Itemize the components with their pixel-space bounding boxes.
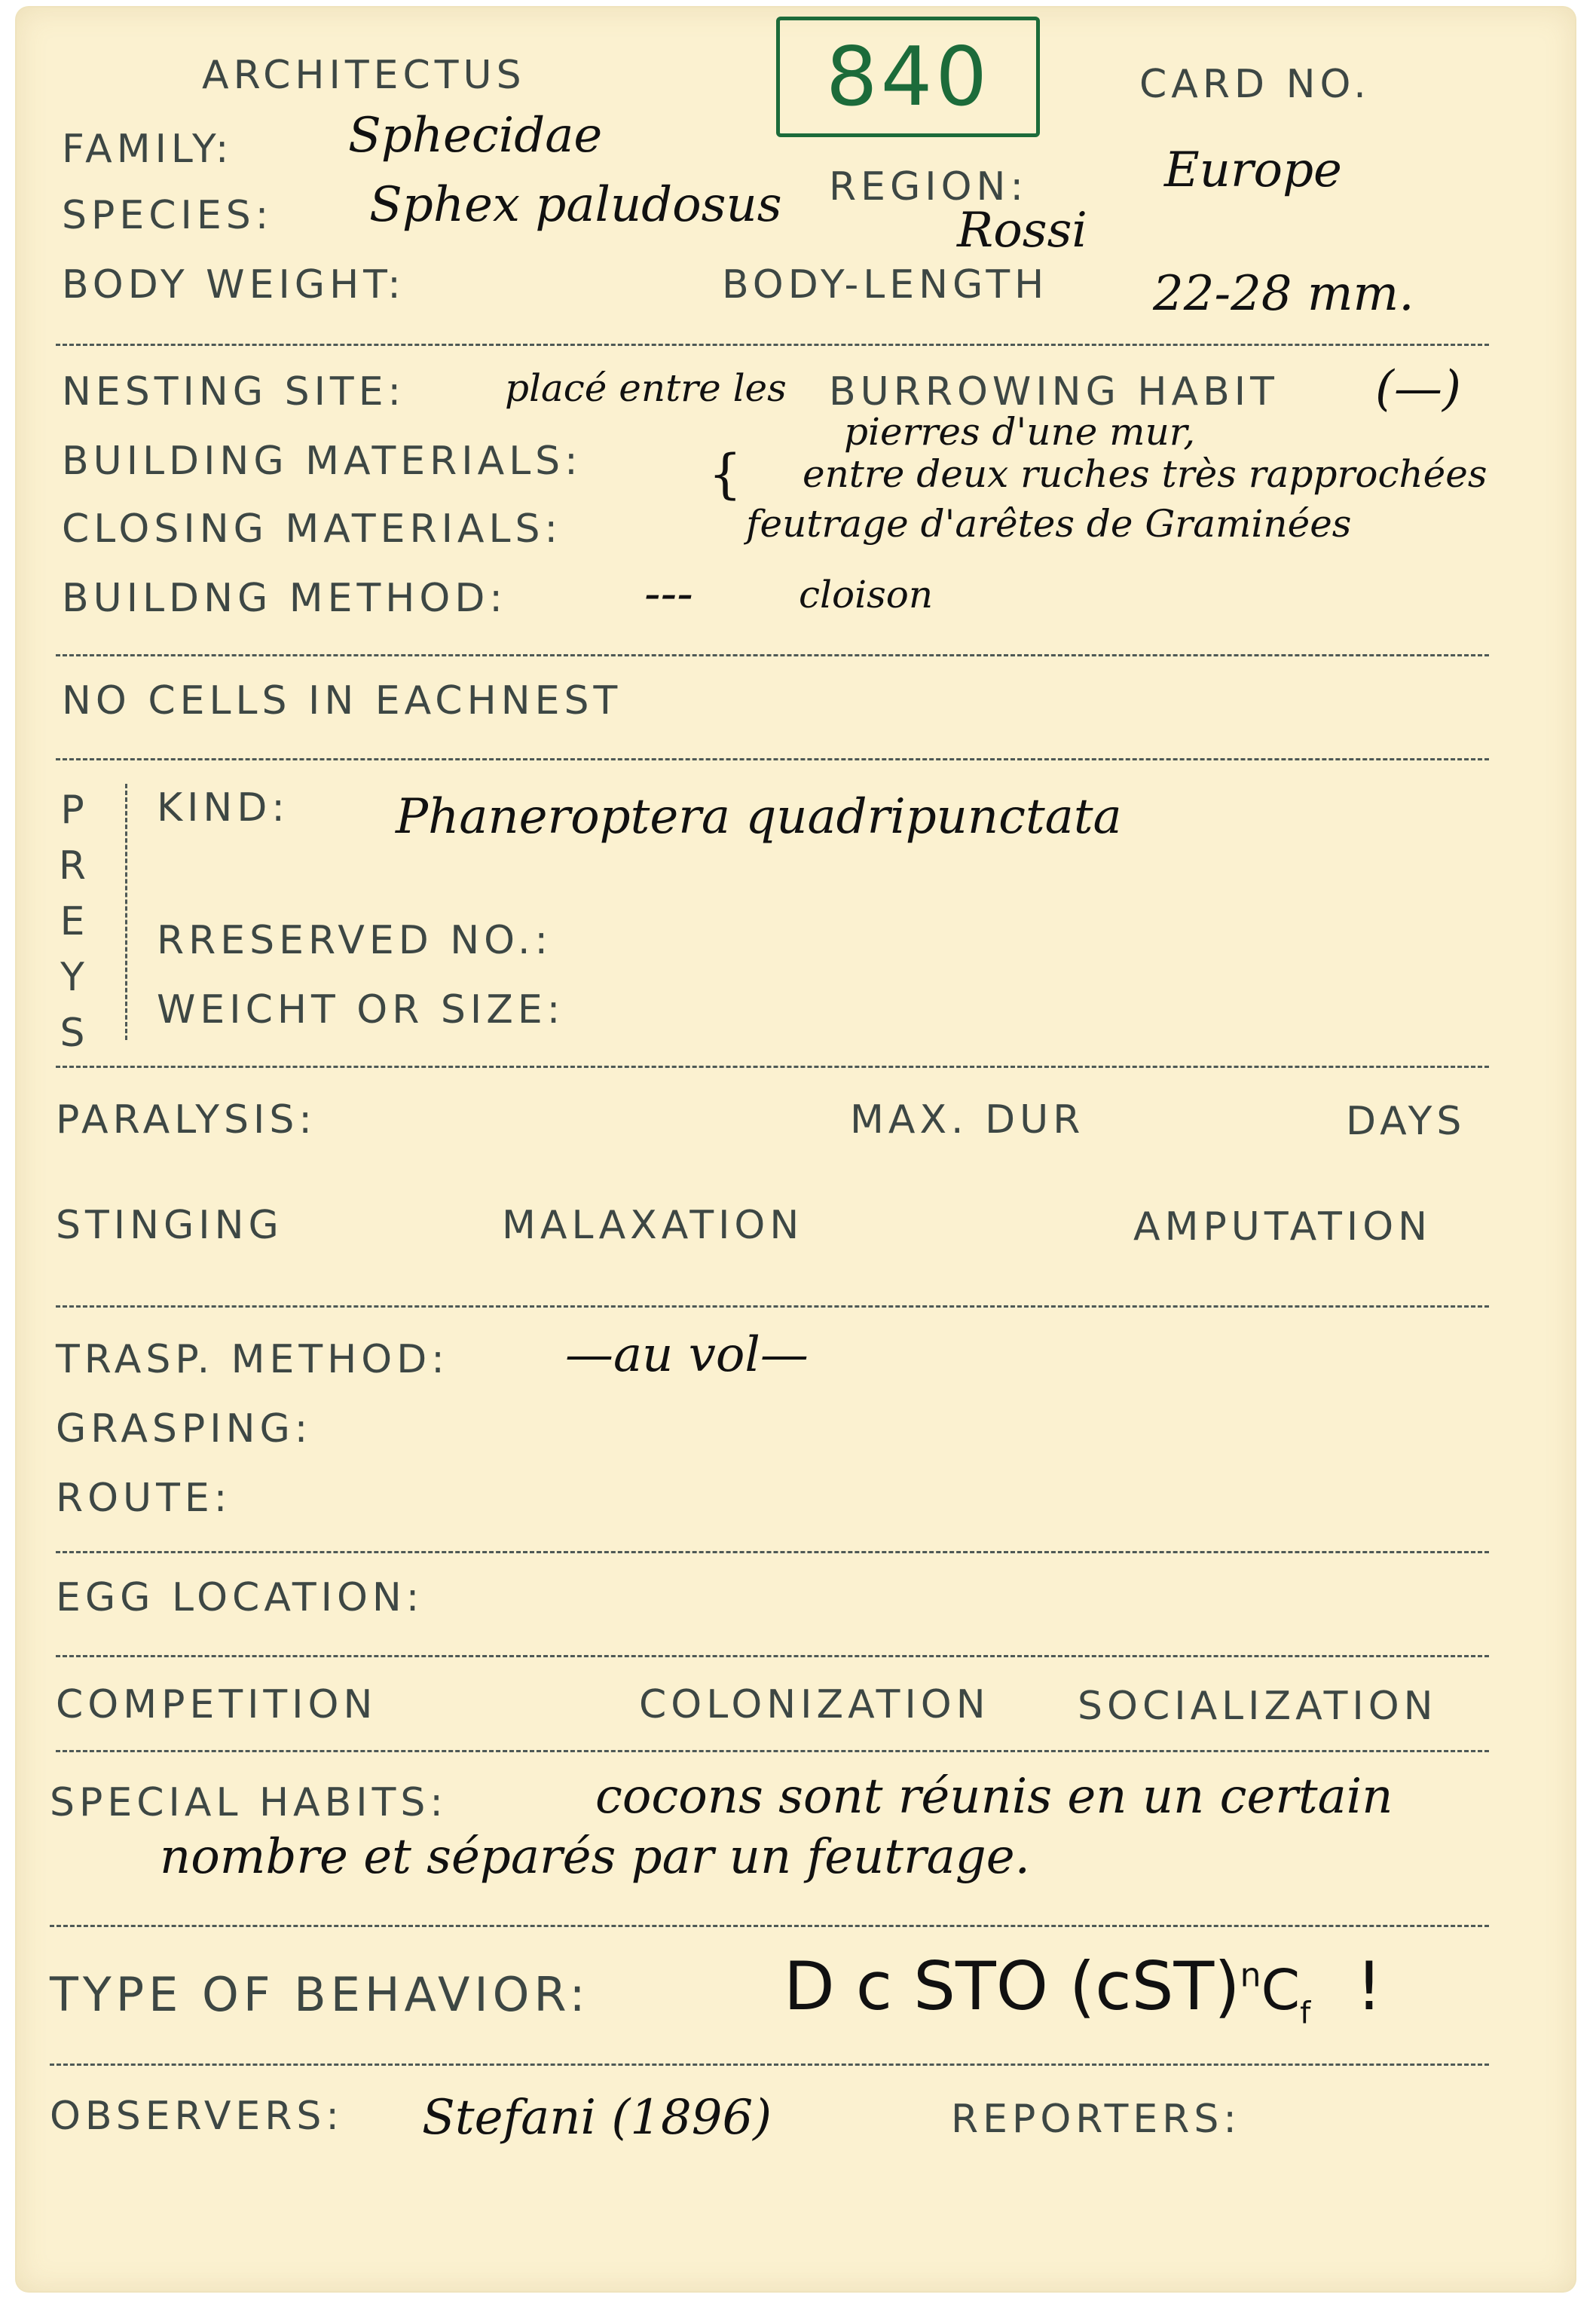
divider <box>56 1750 1489 1752</box>
family-label: FAMILY: <box>62 127 234 172</box>
divider <box>56 1066 1489 1068</box>
bracket-icon: { <box>708 443 742 505</box>
behavior-formula-subscript: f <box>1300 1996 1311 2031</box>
species-authority: Rossi <box>957 203 1087 259</box>
grasping-label: GRASPING: <box>56 1406 313 1452</box>
behavior-formula-c: C <box>1261 1958 1301 2023</box>
behavior-formula-main: D c STO (cST) <box>784 1947 1240 2025</box>
observers-value: Stefani (1896) <box>422 2090 772 2146</box>
behavior-formula-exponent: n <box>1240 1956 1261 1995</box>
divider <box>50 1925 1489 1927</box>
reporters-label: REPORTERS: <box>951 2097 1241 2142</box>
divider <box>56 1551 1489 1553</box>
architectus-label: ARCHITECTUS <box>202 53 526 98</box>
burrowing-habit-label: BURROWING HABIT <box>829 369 1279 415</box>
card-number-stamp <box>776 17 1040 137</box>
region-label: REGION: <box>829 164 1028 210</box>
egg-location-label: EGG LOCATION: <box>56 1575 424 1620</box>
max-duration-label: MAX. DUR <box>850 1097 1085 1143</box>
building-method-value: cloison <box>799 573 934 616</box>
reserved-number-label: RRESERVED NO.: <box>157 918 553 963</box>
weight-size-label: WEICHT OR SIZE: <box>157 987 565 1033</box>
nesting-site-label: NESTING SITE: <box>62 369 406 415</box>
divider <box>56 654 1489 656</box>
prey-letter: Y <box>60 955 84 1000</box>
building-method-dash: --- <box>644 566 693 622</box>
divider <box>50 2063 1489 2066</box>
nesting-site-line1: placé entre les <box>505 366 787 410</box>
colonization-label: COLONIZATION <box>639 1682 990 1727</box>
prey-kind-label: KIND: <box>157 785 289 831</box>
prey-letter: E <box>60 899 85 944</box>
divider <box>56 344 1489 346</box>
card-number: 840 <box>825 29 991 124</box>
body-length-label: BODY-LENGTH <box>722 262 1049 307</box>
divider <box>56 1305 1489 1308</box>
preys-side-label <box>50 782 95 1061</box>
behavior-formula-mark: ! <box>1356 1947 1383 2025</box>
special-habits-line1: cocons sont réunis en un certain <box>595 1769 1393 1825</box>
species-label: SPECIES: <box>62 193 274 238</box>
species-value: Sphex paludosus <box>369 177 782 233</box>
burrowing-habit-value: (—) <box>1375 361 1461 417</box>
divider <box>56 758 1489 760</box>
special-habits-line2: nombre et séparés par un feutrage. <box>160 1829 1030 1885</box>
divider <box>56 1655 1489 1657</box>
observers-label: OBSERVERS: <box>50 2094 344 2139</box>
prey-kind-value: Phaneroptera quadripunctata <box>396 789 1122 845</box>
days-label: DAYS <box>1346 1099 1466 1144</box>
region-value: Europe <box>1164 142 1342 198</box>
competition-label: COMPETITION <box>56 1682 378 1727</box>
transport-method-value: —au vol— <box>565 1327 809 1383</box>
prey-separator <box>125 784 127 1040</box>
card-no-label: CARD NO. <box>1139 62 1371 107</box>
prey-letter: S <box>60 1011 85 1056</box>
body-weight-label: BODY WEIGHT: <box>62 262 405 307</box>
building-method-label: BUILDNG METHOD: <box>62 576 507 621</box>
special-habits-label: SPECIAL HABITS: <box>50 1780 448 1825</box>
prey-letter: R <box>58 843 87 889</box>
behavior-formula <box>784 1947 1383 2031</box>
stinging-label: STINGING <box>56 1203 283 1248</box>
amputation-label: AMPUTATION <box>1133 1204 1432 1250</box>
prey-letter: P <box>60 788 84 833</box>
closing-materials-label: CLOSING MATERIALS: <box>62 506 562 552</box>
behavior-type-label: TYPE OF BEHAVIOR: <box>50 1967 590 2022</box>
socialization-label: SOCIALIZATION <box>1078 1684 1438 1729</box>
route-label: ROUTE: <box>56 1476 232 1521</box>
closing-materials-value: feutrage d'arêtes de Graminées <box>746 502 1352 546</box>
transport-method-label: TRASP. METHOD: <box>56 1337 449 1382</box>
nesting-site-line2: pierres d'une mur, <box>844 410 1196 454</box>
building-materials-label: BUILDING MATERIALS: <box>62 439 582 484</box>
nesting-site-line3: entre deux ruches très rapprochées <box>803 452 1487 496</box>
paralysis-label: PARALYSIS: <box>56 1097 316 1143</box>
family-value: Sphecidae <box>348 108 603 164</box>
cells-per-nest-label: NO CELLS IN EACHNEST <box>62 678 622 724</box>
body-length-value: 22-28 mm. <box>1153 266 1414 322</box>
malaxation-label: MALAXATION <box>502 1203 804 1248</box>
